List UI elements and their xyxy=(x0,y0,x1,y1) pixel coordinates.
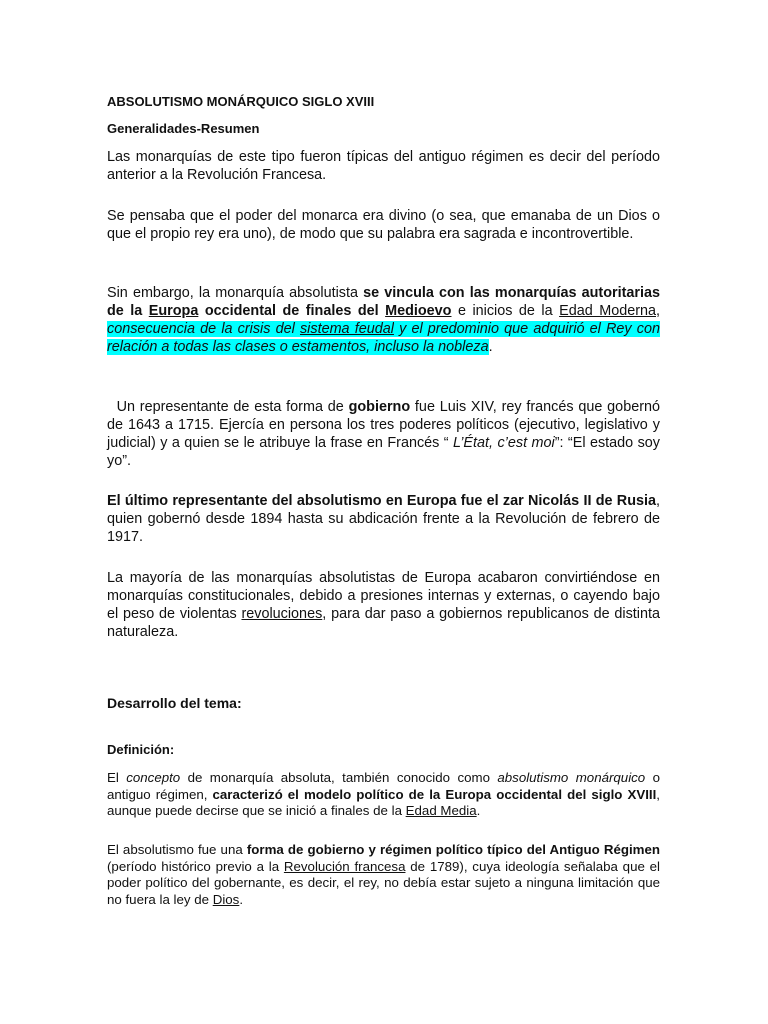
p8-bold-1: forma de gobierno y régimen político típico del Antiguo Régimen xyxy=(246,842,660,857)
subsection-heading: Definición: xyxy=(107,742,175,757)
link-revoluciones[interactable]: revoluciones xyxy=(241,606,323,622)
paragraph-3 xyxy=(107,284,660,356)
link-europa[interactable]: Europa xyxy=(148,303,199,319)
document-subtitle: Generalidades-Resumen xyxy=(107,121,260,136)
p3-bold-2: occidental de finales del xyxy=(198,303,386,319)
p8-text-2: (período histórico previo a la xyxy=(107,858,284,874)
p7-text-1: El xyxy=(107,770,127,785)
link-edad-media[interactable]: Edad Media xyxy=(405,803,477,818)
p4-italic-1: L’État, c’est moi xyxy=(453,435,555,451)
paragraph-5 xyxy=(107,492,660,546)
p3-highlight-2: y el predominio que adquirió el Rey con relación a todas las clases o estamentos, incluso la nobleza xyxy=(107,321,660,355)
p7-italic-2: absolutismo monárquico xyxy=(497,770,646,785)
p7-text-3: o antiguo régimen, xyxy=(107,770,660,802)
p6-text-2: , para dar paso a gobiernos republicanos de distinta naturaleza. xyxy=(107,606,660,640)
p3-text-4: . xyxy=(488,339,493,355)
link-dios[interactable]: Dios xyxy=(212,891,240,907)
p3-bold-1: se vincula con las monarquías autoritarias de la xyxy=(107,285,660,319)
p7-bold-1: caracterizó el modelo político de la Europa occidental del siglo XVIII xyxy=(212,786,657,802)
p4-text-3: ”: “El estado soy yo”. xyxy=(107,435,664,469)
link-revolucion-francesa[interactable]: Revolución francesa xyxy=(283,858,406,874)
p8-text-3: de 1789), cuya ideología señalaba que el poder político del gobernante, es decir, el rey, no debía estar sujeto a ninguna limitación que no fuera la ley de xyxy=(107,858,660,907)
p3-text-3: , xyxy=(656,303,660,319)
paragraph-1: Las monarquías de este tipo fueron típicas del antiguo régimen es decir del período anterior a la Revolución Francesa. xyxy=(107,149,660,183)
p3-highlight-1: consecuencia de la crisis del xyxy=(107,321,300,337)
p5-bold-1: El último representante del absolutismo en Europa fue el zar Nicolás II de Rusia xyxy=(107,493,656,509)
p6-text-1: La mayoría de las monarquías absolutistas de Europa acabaron convirtiéndose en monarquías constitucionales, debido a presiones internas y externas, o cayendo bajo el peso de violentas xyxy=(107,570,660,622)
link-edad-moderna[interactable]: Edad Moderna xyxy=(559,303,656,319)
paragraph-4 xyxy=(107,398,664,470)
p7-italic-1: concepto xyxy=(126,770,181,785)
link-sistema-feudal[interactable]: sistema feudal xyxy=(299,321,394,337)
p7-text-4: , aunque puede decirse que se inició a finales de la xyxy=(107,786,660,818)
p4-bold-1: gobierno xyxy=(348,399,411,415)
p3-text-1: Sin embargo, la monarquía absolutista xyxy=(107,285,364,301)
p4-text-1: Un representante de esta forma de xyxy=(107,399,349,415)
section-heading: Desarrollo del tema: xyxy=(107,695,242,711)
link-medioevo[interactable]: Medioevo xyxy=(385,303,452,319)
paragraph-7 xyxy=(107,770,660,820)
paragraph-8 xyxy=(107,842,660,908)
p7-text-2: de monarquía absoluta, también conocido como xyxy=(180,770,498,785)
paragraph-2: Se pensaba que el poder del monarca era divino (o sea, que emanaba de un Dios o que el propio rey era uno), de modo que su palabra era sagrada e incontrovertible. xyxy=(107,208,660,242)
p7-text-5: . xyxy=(476,803,481,818)
p3-text-2: e inicios de la xyxy=(451,303,560,319)
p5-text-1: , quien gobernó desde 1894 hasta su abdicación frente a la Revolución de febrero de 1917. xyxy=(107,493,660,545)
document-title: ABSOLUTISMO MONÁRQUICO SIGLO XVIII xyxy=(107,94,375,109)
paragraph-6 xyxy=(107,569,660,641)
p8-text-1: El absolutismo fue una xyxy=(107,842,247,857)
p8-text-4: . xyxy=(239,891,244,907)
p4-text-2: fue Luis XIV, rey francés que gobernó de 1643 a 1715. Ejercía en persona los tres poderes políticos (ejecutivo, legislativo y judicial) y a quien se le atribuye la frase en Francés “ xyxy=(107,399,664,451)
